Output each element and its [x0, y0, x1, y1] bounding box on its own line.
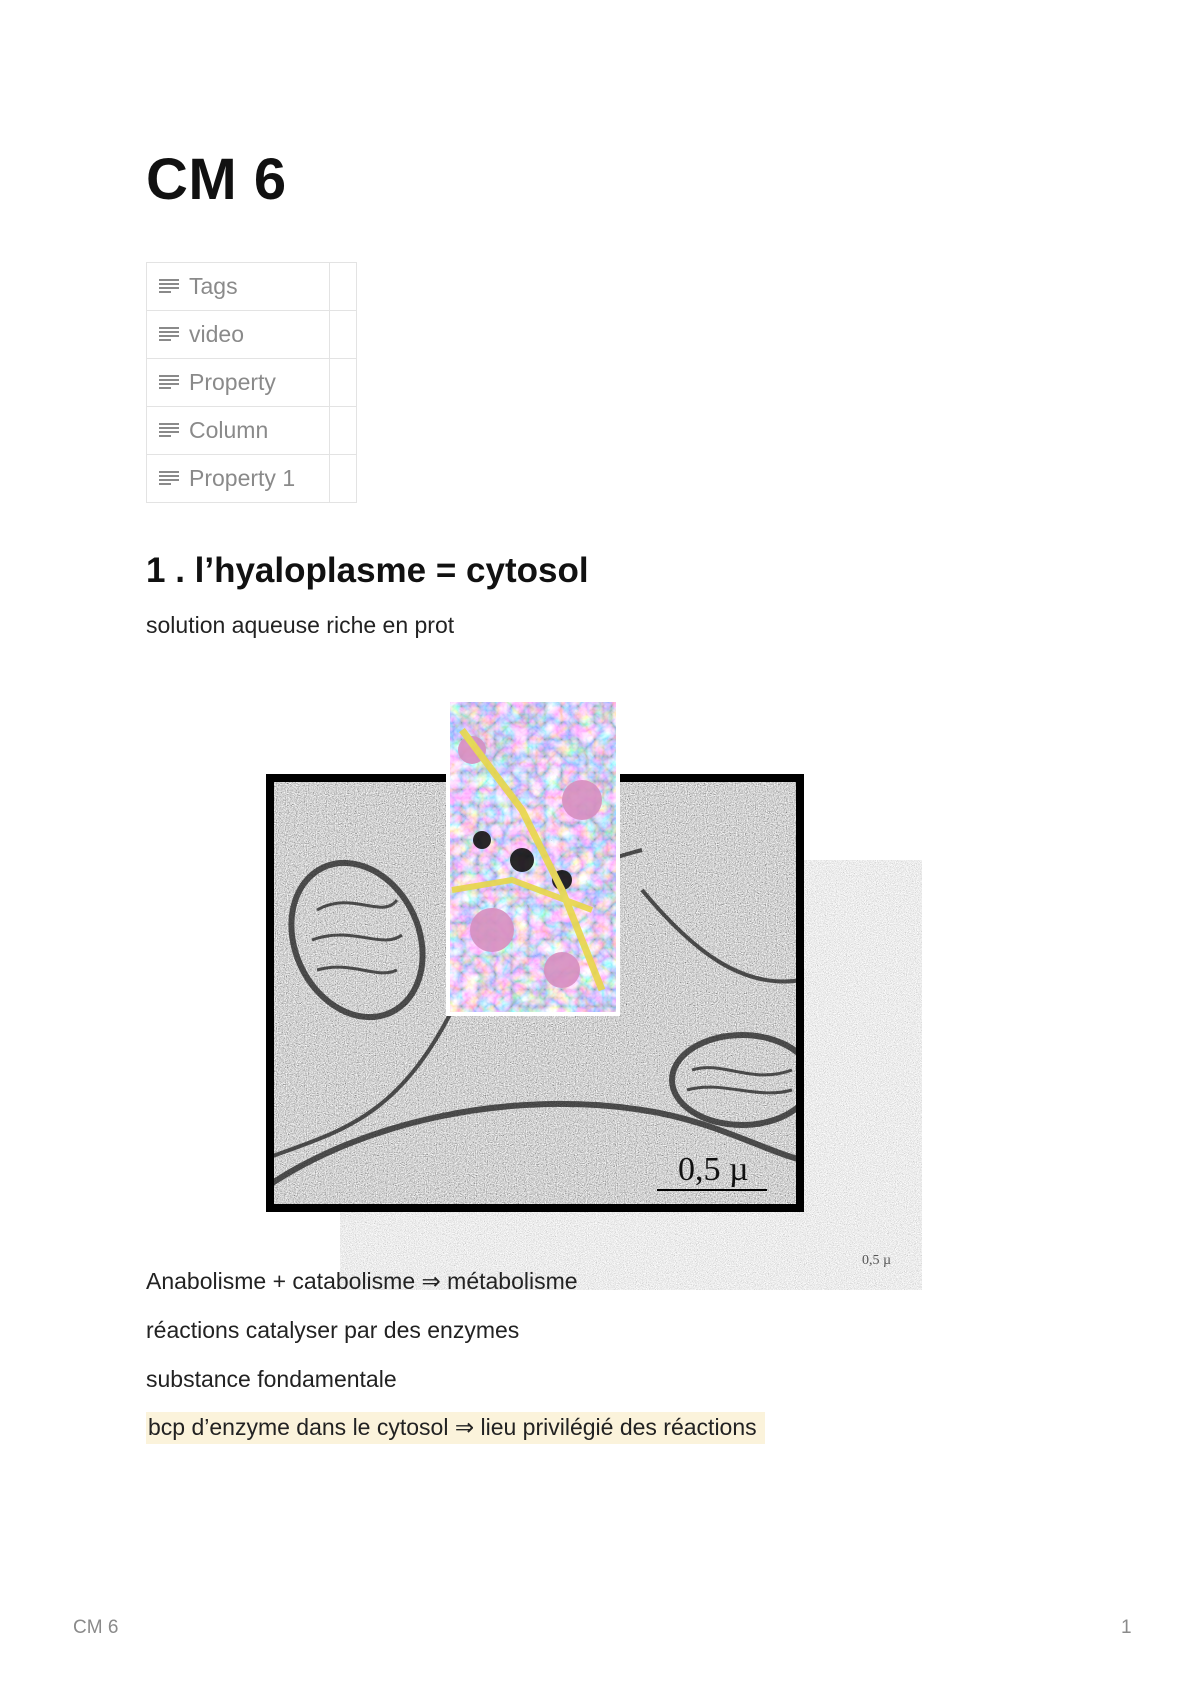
property-label: Column — [189, 417, 269, 443]
property-value[interactable] — [330, 359, 357, 407]
scale-label-back: 0,5 µ — [862, 1253, 892, 1268]
text-property-icon — [159, 422, 179, 438]
property-row[interactable] — [147, 263, 357, 311]
cytosol-micrograph-figure — [262, 690, 922, 1290]
scale-label-main: 0,5 µ — [678, 1151, 749, 1188]
property-row[interactable] — [147, 359, 357, 407]
properties-table — [146, 262, 357, 503]
section-heading: 1 . l’hyaloplasme = cytosol — [146, 551, 589, 590]
section-intro: solution aqueuse riche en prot — [146, 612, 455, 638]
property-label: Property — [189, 369, 276, 395]
highlighted-paragraph — [146, 1414, 765, 1441]
property-row[interactable] — [147, 311, 357, 359]
property-row[interactable] — [147, 455, 357, 503]
paragraph: substance fondamentale — [146, 1366, 397, 1392]
paragraph: Anabolisme + catabolisme ⇒ métabolisme — [146, 1268, 578, 1294]
property-value[interactable] — [330, 263, 357, 311]
property-label: Tags — [189, 273, 238, 299]
text-property-icon — [159, 374, 179, 390]
text-property-icon — [159, 278, 179, 294]
paragraph: réactions catalyser par des enzymes — [146, 1317, 520, 1343]
property-value[interactable] — [330, 407, 357, 455]
footer-page-number: 1 — [1121, 1617, 1132, 1638]
property-label: Property 1 — [189, 465, 296, 491]
text-property-icon — [159, 326, 179, 342]
property-value[interactable] — [330, 455, 357, 503]
property-row[interactable] — [147, 407, 357, 455]
page-title: CM 6 — [146, 147, 287, 212]
text-property-icon — [159, 470, 179, 486]
highlight: bcp d’enzyme dans le cytosol ⇒ lieu privilégié des réactions — [146, 1412, 765, 1444]
cytosol-molecular-illustration — [446, 698, 620, 1016]
property-value[interactable] — [330, 311, 357, 359]
footer-document-title: CM 6 — [73, 1617, 119, 1638]
property-label: video — [189, 321, 244, 347]
